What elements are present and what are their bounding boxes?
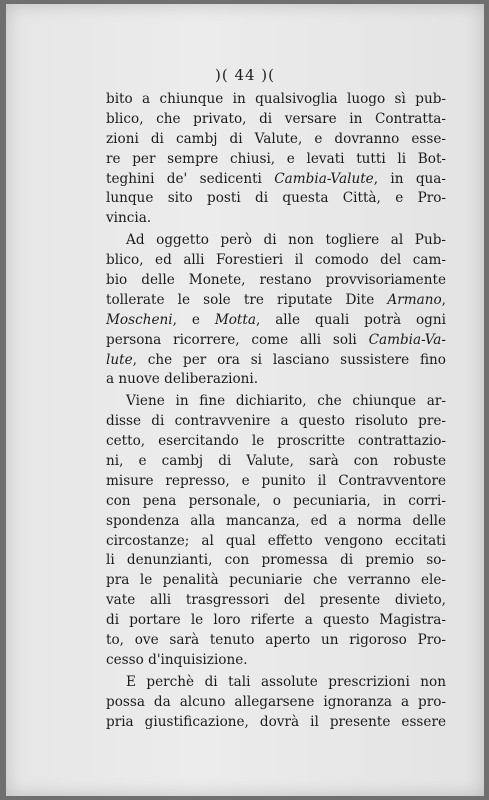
text-line: Ad oggetto però di non togliere al Pub- — [126, 232, 446, 249]
text-line: di portare le loro riferte a questo Magistra- — [106, 612, 446, 629]
text-line: circostanze; al qual effetto vengono eccitati — [106, 532, 446, 549]
text-line: Viene in fine dichiarito, che chiunque ar- — [126, 393, 446, 410]
text-line: vate alli trasgressori del presente divieto, — [106, 592, 446, 609]
text-line: cesso d'inquisizione. — [106, 651, 248, 668]
text-line: persona ricorrere, come alli soli Cambia-Va- — [106, 331, 446, 348]
book-page — [6, 4, 484, 796]
page-number: )( 44 )( — [214, 66, 276, 84]
text-line: con pena personale, o pecuniaria, in corri- — [106, 492, 446, 509]
text-line: misure represso, e punito il Contravventore — [106, 472, 446, 489]
text-line: cetto, esercitando le proscritte contrattazio- — [106, 433, 446, 450]
text-line: bito a chiunque in qualsivoglia luogo sì pub- — [106, 91, 446, 107]
text-line: possa da alcuno allegarsene ignoranza a pro- — [106, 693, 446, 710]
text-line: zioni di cambj di Valute, e dovranno esse- — [106, 130, 446, 147]
text-line: disse di contravvenire a questo risoluto pre- — [106, 413, 446, 430]
text-line: pria giustificazione, dovrà il presente essere — [106, 713, 446, 730]
text-line: to, ove sarà tenuto aperto un rigoroso Pro- — [106, 632, 446, 649]
paragraph-1 — [106, 90, 446, 229]
paragraph-3 — [106, 392, 446, 670]
text-line: ni, e cambj di Valute, sarà con robuste — [106, 453, 446, 470]
paragraph-4 — [106, 673, 446, 733]
paragraph-2 — [106, 231, 446, 390]
text-line: re per sempre chiusi, e levati tutti li Bot- — [106, 150, 446, 167]
text-line: spondenza alla mancanza, ed a norma delle — [106, 512, 446, 529]
text-line: blico, ed alli Forestieri il comodo del cam- — [106, 252, 446, 269]
text-line: pra le penalità pecuniarie che verranno ele- — [106, 572, 446, 589]
text-line: lunque sito posti di questa Città, e Pro- — [106, 190, 446, 207]
text-line: Moscheni, e Motta, alle quali potrà ogni — [106, 311, 446, 328]
text-line: teghini de' sedicenti Cambia-Valute, in qua- — [106, 170, 446, 187]
text-line: bio delle Monete, restano provvisoriamente — [106, 272, 446, 289]
text-line: lute, che per ora si lasciano sussistere fino — [106, 351, 446, 368]
body-text — [106, 90, 446, 733]
text-line: tollerate le sole tre riputate Dite Armano, — [106, 291, 446, 308]
text-line: blico, che privato, di versare in Contratta- — [106, 110, 446, 127]
text-line: E perchè di tali assolute prescrizioni non — [126, 673, 446, 690]
text-line: vincia. — [106, 210, 152, 227]
text-line: a nuove deliberazioni. — [106, 371, 259, 388]
text-line: li denunzianti, con promessa di premio so- — [106, 552, 446, 569]
